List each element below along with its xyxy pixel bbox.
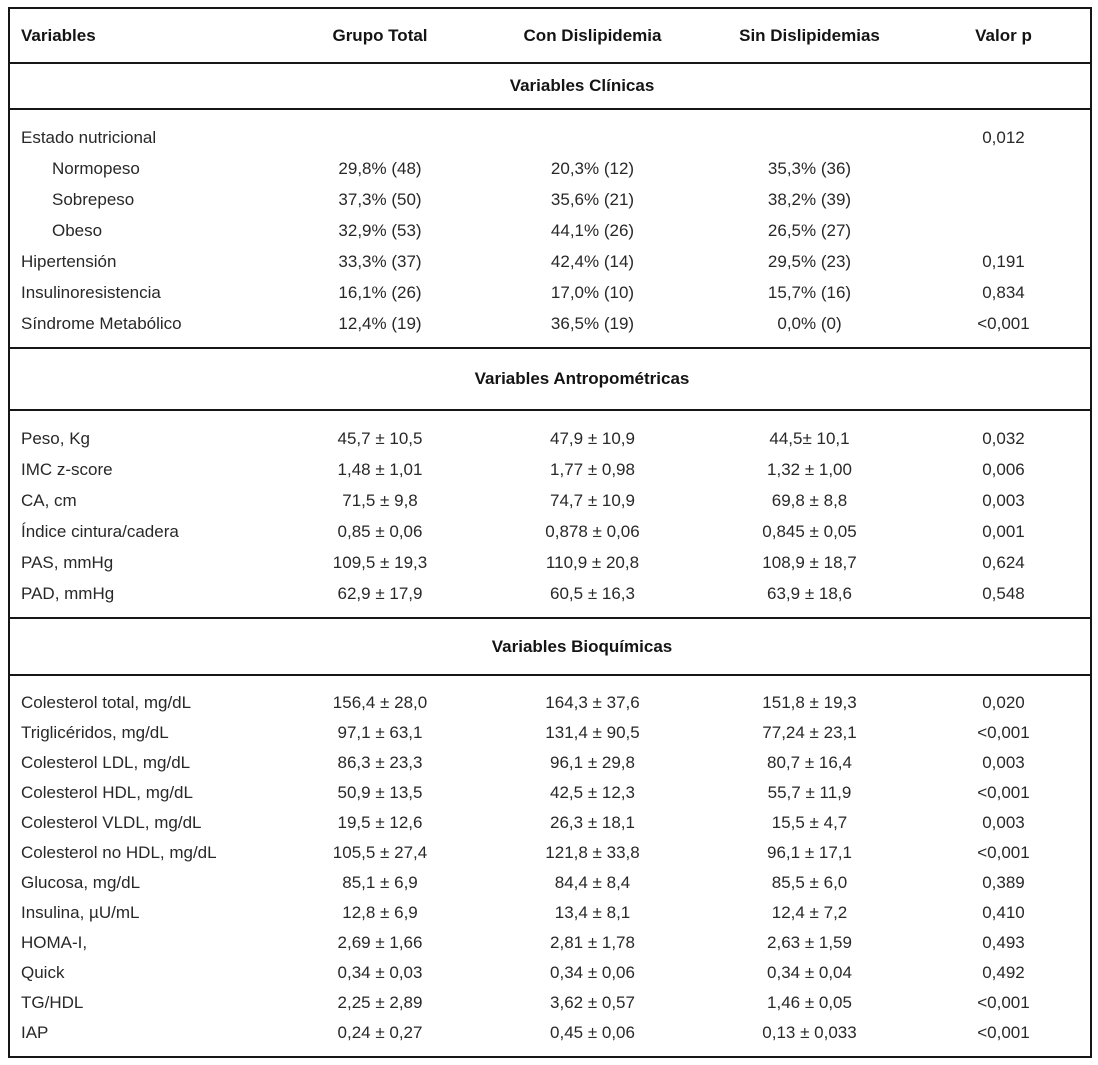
cell-con-dislipidemia: 0,878 ± 0,06 xyxy=(545,521,640,541)
cell-con-dislipidemia: 0,45 ± 0,06 xyxy=(550,1023,635,1042)
cell-grupo-total: 71,5 ± 9,8 xyxy=(342,490,418,510)
table-row xyxy=(9,988,1091,1018)
cell-grupo-total: 105,5 ± 27,4 xyxy=(332,843,428,862)
cell-con-dislipidemia: 3,62 ± 0,57 xyxy=(550,993,635,1012)
cell-grupo-total: 86,3 ± 23,3 xyxy=(337,753,423,772)
cell-con-dislipidemia xyxy=(483,109,702,153)
cell-sin-dislipidemias: 85,5 ± 6,0 xyxy=(771,873,848,892)
cell-con-dislipidemia: 13,4 ± 8,1 xyxy=(554,903,631,922)
cell-con-dislipidemia: 121,8 ± 33,8 xyxy=(545,843,640,862)
cell-grupo-total: 45,7 ± 10,5 xyxy=(337,428,423,448)
cell-con-dislipidemia: 36,5% (19) xyxy=(550,313,635,333)
cell-grupo-total: 1,48 ± 1,01 xyxy=(337,459,423,479)
cell-sin-dislipidemias: 26,5% (27) xyxy=(767,220,852,240)
row-label: Triglicéridos, mg/dL xyxy=(21,723,169,742)
cell-con-dislipidemia: 42,4% (14) xyxy=(550,251,635,271)
cell-grupo-total: 156,4 ± 28,0 xyxy=(332,693,428,712)
column-header-con-dislipidemia: Con Dislipidemia xyxy=(483,8,702,63)
table-row xyxy=(9,308,1091,348)
cell-valor-p xyxy=(917,215,1091,246)
row-label: PAD, mmHg xyxy=(21,583,115,603)
cell-valor-p: <0,001 xyxy=(977,313,1030,333)
cell-valor-p: 0,492 xyxy=(982,963,1025,982)
cell-sin-dislipidemias: 0,0% (0) xyxy=(777,313,842,333)
cell-con-dislipidemia: 2,81 ± 1,78 xyxy=(550,933,635,952)
cell-grupo-total: 19,5 ± 12,6 xyxy=(337,813,423,832)
cell-con-dislipidemia: 26,3 ± 18,1 xyxy=(550,813,635,832)
table-row xyxy=(9,718,1091,748)
row-label: Quick xyxy=(21,963,65,982)
table-row xyxy=(9,958,1091,988)
table-row xyxy=(9,838,1091,868)
column-header-grupo-total: Grupo Total xyxy=(277,8,483,63)
table-row xyxy=(9,410,1091,454)
cell-valor-p: 0,389 xyxy=(982,873,1025,892)
cell-valor-p: 0,410 xyxy=(982,903,1025,922)
cell-con-dislipidemia: 84,4 ± 8,4 xyxy=(554,873,631,892)
cell-grupo-total: 62,9 ± 17,9 xyxy=(337,583,423,603)
cell-sin-dislipidemias: 63,9 ± 18,6 xyxy=(767,583,852,603)
cell-con-dislipidemia: 1,77 ± 0,98 xyxy=(550,459,635,479)
statistics-table xyxy=(8,7,1092,1058)
cell-con-dislipidemia: 131,4 ± 90,5 xyxy=(545,723,640,742)
cell-grupo-total: 0,85 ± 0,06 xyxy=(337,521,423,541)
cell-sin-dislipidemias: 77,24 ± 23,1 xyxy=(762,723,857,742)
row-label: Colesterol no HDL, mg/dL xyxy=(21,843,217,862)
cell-sin-dislipidemias: 80,7 ± 16,4 xyxy=(767,753,852,772)
row-label: Insulina, µU/mL xyxy=(21,903,140,922)
cell-valor-p: 0,191 xyxy=(982,251,1025,271)
row-label: HOMA-I, xyxy=(21,933,88,952)
cell-valor-p: <0,001 xyxy=(977,723,1030,742)
row-label: Colesterol HDL, mg/dL xyxy=(21,783,193,802)
cell-valor-p: 0,012 xyxy=(982,127,1025,147)
cell-con-dislipidemia: 74,7 ± 10,9 xyxy=(550,490,635,510)
column-header-variables: Variables xyxy=(9,8,277,63)
table-row xyxy=(9,277,1091,308)
row-label: Colesterol total, mg/dL xyxy=(21,693,192,712)
row-label: Obeso xyxy=(52,220,103,240)
row-label: Glucosa, mg/dL xyxy=(21,873,141,892)
row-label: Insulinoresistencia xyxy=(21,282,161,302)
row-label: Índice cintura/cadera xyxy=(21,521,179,541)
cell-valor-p: 0,493 xyxy=(982,933,1025,952)
cell-con-dislipidemia: 42,5 ± 12,3 xyxy=(550,783,635,802)
cell-grupo-total: 29,8% (48) xyxy=(338,158,422,178)
table-row xyxy=(9,153,1091,184)
cell-sin-dislipidemias: 35,3% (36) xyxy=(767,158,852,178)
cell-con-dislipidemia: 35,6% (21) xyxy=(550,189,635,209)
cell-sin-dislipidemias: 108,9 ± 18,7 xyxy=(762,552,857,572)
cell-con-dislipidemia: 60,5 ± 16,3 xyxy=(550,583,635,603)
cell-grupo-total: 32,9% (53) xyxy=(338,220,422,240)
table-row xyxy=(9,516,1091,547)
cell-valor-p: 0,020 xyxy=(982,693,1025,712)
cell-sin-dislipidemias: 0,845 ± 0,05 xyxy=(762,521,857,541)
cell-valor-p: 0,548 xyxy=(982,583,1025,603)
section-title: Variables Antropométricas xyxy=(9,348,1091,410)
cell-sin-dislipidemias: 29,5% (23) xyxy=(767,251,852,271)
section-header-variables-clinicas xyxy=(9,63,1091,109)
row-label: IMC z-score xyxy=(21,459,113,479)
table-row xyxy=(9,778,1091,808)
cell-sin-dislipidemias: 2,63 ± 1,59 xyxy=(767,933,852,952)
column-header-sin-dislipidemias: Sin Dislipidemias xyxy=(702,8,917,63)
section-header-variables-bioquimicas xyxy=(9,618,1091,675)
table-row xyxy=(9,675,1091,718)
cell-grupo-total: 0,34 ± 0,03 xyxy=(337,963,423,982)
cell-con-dislipidemia: 96,1 ± 29,8 xyxy=(550,753,635,772)
table-row xyxy=(9,454,1091,485)
cell-sin-dislipidemias: 44,5± 10,1 xyxy=(769,428,850,448)
row-label: Síndrome Metabólico xyxy=(21,313,182,333)
table-row xyxy=(9,868,1091,898)
cell-grupo-total: 2,25 ± 2,89 xyxy=(337,993,423,1012)
table-row xyxy=(9,808,1091,838)
table-row xyxy=(9,184,1091,215)
cell-sin-dislipidemias: 55,7 ± 11,9 xyxy=(767,783,852,802)
cell-valor-p xyxy=(917,153,1091,184)
table-row xyxy=(9,109,1091,153)
cell-valor-p: <0,001 xyxy=(977,783,1030,802)
cell-sin-dislipidemias: 0,34 ± 0,04 xyxy=(767,963,852,982)
row-label: Peso, Kg xyxy=(21,428,90,448)
cell-con-dislipidemia: 44,1% (26) xyxy=(550,220,635,240)
cell-con-dislipidemia: 110,9 ± 20,8 xyxy=(545,552,640,572)
cell-sin-dislipidemias: 15,5 ± 4,7 xyxy=(771,813,848,832)
header-row xyxy=(9,8,1091,63)
table-row xyxy=(9,748,1091,778)
cell-con-dislipidemia: 47,9 ± 10,9 xyxy=(550,428,635,448)
cell-valor-p: 0,006 xyxy=(982,459,1025,479)
cell-grupo-total: 0,24 ± 0,27 xyxy=(337,1023,423,1042)
row-label: Estado nutricional xyxy=(21,127,157,147)
row-label: Sobrepeso xyxy=(52,189,135,209)
table-row xyxy=(9,246,1091,277)
cell-sin-dislipidemias: 69,8 ± 8,8 xyxy=(771,490,848,510)
cell-grupo-total: 12,4% (19) xyxy=(338,313,422,333)
cell-sin-dislipidemias: 15,7% (16) xyxy=(767,282,852,302)
cell-grupo-total: 2,69 ± 1,66 xyxy=(337,933,423,952)
cell-sin-dislipidemias: 0,13 ± 0,033 xyxy=(762,1023,857,1042)
cell-valor-p xyxy=(917,184,1091,215)
table-row xyxy=(9,1018,1091,1057)
row-label: Colesterol VLDL, mg/dL xyxy=(21,813,202,832)
row-label: Hipertensión xyxy=(21,251,117,271)
cell-con-dislipidemia: 17,0% (10) xyxy=(550,282,635,302)
table-row xyxy=(9,928,1091,958)
table-row xyxy=(9,898,1091,928)
cell-sin-dislipidemias xyxy=(702,109,917,153)
cell-grupo-total: 85,1 ± 6,9 xyxy=(342,873,418,892)
cell-grupo-total xyxy=(277,109,483,153)
cell-con-dislipidemia: 0,34 ± 0,06 xyxy=(550,963,635,982)
cell-sin-dislipidemias: 96,1 ± 17,1 xyxy=(767,843,852,862)
cell-valor-p: 0,003 xyxy=(982,490,1025,510)
row-label: CA, cm xyxy=(21,490,77,510)
cell-grupo-total: 97,1 ± 63,1 xyxy=(337,723,423,742)
row-label: IAP xyxy=(21,1023,49,1042)
table-row xyxy=(9,578,1091,618)
cell-con-dislipidemia: 164,3 ± 37,6 xyxy=(545,693,640,712)
section-title: Variables Bioquímicas xyxy=(9,618,1091,675)
cell-grupo-total: 109,5 ± 19,3 xyxy=(332,552,428,572)
cell-valor-p: 0,003 xyxy=(982,753,1025,772)
cell-valor-p: <0,001 xyxy=(977,993,1030,1012)
cell-grupo-total: 16,1% (26) xyxy=(338,282,422,302)
section-header-variables-antropometricas xyxy=(9,348,1091,410)
table-row xyxy=(9,215,1091,246)
cell-valor-p: 0,834 xyxy=(982,282,1025,302)
cell-valor-p: 0,624 xyxy=(982,552,1025,572)
cell-con-dislipidemia: 20,3% (12) xyxy=(550,158,635,178)
row-label: PAS, mmHg xyxy=(21,552,114,572)
cell-grupo-total: 33,3% (37) xyxy=(338,251,422,271)
cell-valor-p: <0,001 xyxy=(977,1023,1030,1042)
table-row xyxy=(9,547,1091,578)
cell-grupo-total: 37,3% (50) xyxy=(338,189,422,209)
row-label: Colesterol LDL, mg/dL xyxy=(21,753,191,772)
cell-sin-dislipidemias: 12,4 ± 7,2 xyxy=(771,903,848,922)
cell-grupo-total: 12,8 ± 6,9 xyxy=(342,903,418,922)
cell-sin-dislipidemias: 38,2% (39) xyxy=(767,189,852,209)
cell-sin-dislipidemias: 1,32 ± 1,00 xyxy=(767,459,852,479)
table-row xyxy=(9,485,1091,516)
column-header-valor-p: Valor p xyxy=(917,8,1091,63)
cell-valor-p: 0,001 xyxy=(982,521,1025,541)
cell-valor-p: 0,003 xyxy=(982,813,1025,832)
cell-valor-p: 0,032 xyxy=(982,428,1025,448)
cell-valor-p: <0,001 xyxy=(977,843,1030,862)
cell-sin-dislipidemias: 151,8 ± 19,3 xyxy=(762,693,857,712)
row-label: Normopeso xyxy=(52,158,140,178)
section-title: Variables Clínicas xyxy=(9,63,1091,109)
cell-sin-dislipidemias: 1,46 ± 0,05 xyxy=(767,993,852,1012)
row-label: TG/HDL xyxy=(21,993,84,1012)
cell-grupo-total: 50,9 ± 13,5 xyxy=(337,783,423,802)
